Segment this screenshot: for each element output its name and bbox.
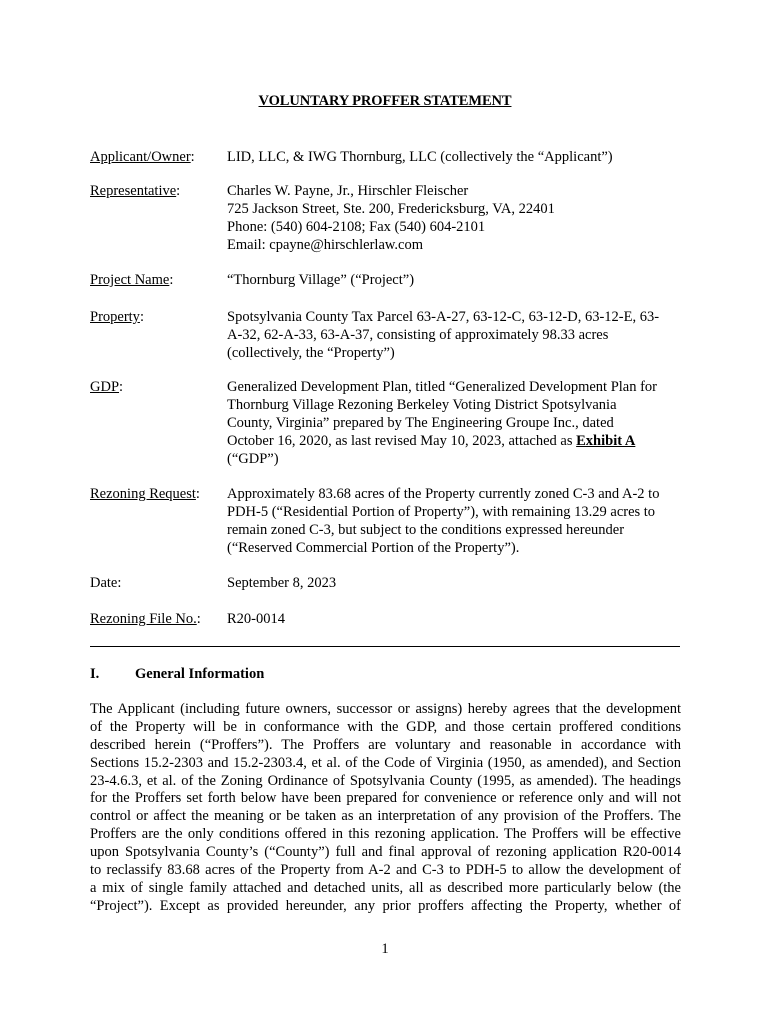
field-label-property: Property: [90, 309, 144, 325]
section-body-paragraph [90, 701, 681, 916]
field-value-file-no: R20-0014 [227, 611, 285, 627]
field-label-project-name: Project Name: [90, 272, 174, 288]
page-number: 1 [381, 941, 389, 957]
field-label-date: Date: [90, 575, 122, 591]
representative-email: Email: cpayne@hirschlerlaw.com [227, 237, 424, 253]
field-value-property: Spotsylvania County Tax Parcel 63-A-27, 63-12-C, 63-12-D, 63-12-E, 63- A-32, 62-A-33, 63-A-37, consisting of approximately 98.33 acres (collectively, the “Property”) [227, 309, 660, 361]
section-title: General Information [135, 666, 265, 682]
paragraph-line: to reclassify 83.68 acres of the Property from A-2 and C-3 to PDH-5 to allow the development of [90, 862, 681, 879]
exhibit-a-reference: Exhibit A [576, 433, 636, 449]
field-representative [90, 182, 690, 254]
paragraph-line: “Project”). Except as provided hereunder, any prior proffers affecting the Property, whether of [90, 897, 681, 914]
field-value-rezoning-request: Approximately 83.68 acres of the Property currently zoned C-3 and A-2 to PDH-5 (“Residential Portion of Property”), with remaining 13.29 acres to remain zoned C-3, but subject to the conditions expressed hereunder (“Reserved Commercial Portion of the Property”). [227, 486, 660, 556]
field-gdp [90, 378, 690, 468]
paragraph-line: described herein (“Proffers”). The Proffers are voluntary and reasonable in accordance with [90, 736, 681, 753]
document-title: VOLUNTARY PROFFER STATEMENT [258, 93, 512, 109]
section-number: I. [90, 666, 100, 682]
horizontal-divider [90, 646, 680, 647]
field-label-applicant: Applicant/Owner: [90, 149, 195, 165]
paragraph-line: a mix of single family attached and detached units, all as described more particularly below (the [90, 879, 681, 896]
field-property [90, 308, 690, 362]
paragraph-line: Proffers are the only conditions offered in this rezoning application. The Proffers will be effective [90, 826, 681, 843]
field-label-rezoning-request: Rezoning Request: [90, 486, 200, 502]
paragraph-line: for the Proffers set forth below have been prepared for convenience or reference only and will not [90, 790, 681, 807]
section-heading [90, 666, 264, 683]
field-date [90, 574, 690, 592]
field-applicant-owner [90, 148, 690, 166]
field-value-gdp: Generalized Development Plan, titled “Generalized Development Plan for Thornburg Village Rezoning Berkeley Voting District Spotsylvania County, Virginia” prepared by The Engineering Groupe Inc., dated October 16, 2020, as last revised May 10, 2023, attached as Exhibit A (“GDP”) [227, 379, 658, 467]
field-rezoning-request [90, 485, 690, 557]
field-value-date: September 8, 2023 [227, 575, 337, 591]
field-value-applicant: LID, LLC, & IWG Thornburg, LLC (collectively the “Applicant”) [227, 149, 613, 165]
field-label-file-no: Rezoning File No.: [90, 611, 201, 627]
paragraph-line: control or affect the meaning or be taken as an interpretation of any provision of the Proffers. The [90, 808, 681, 825]
field-rezoning-file-no [90, 610, 690, 628]
field-label-representative: Representative: [90, 183, 181, 199]
paragraph-line: The Applicant (including future owners, successor or assigns) hereby agrees that the development [90, 701, 681, 717]
field-label-gdp: GDP: [90, 379, 124, 395]
paragraph-line: 23-4.6.3, et al. of the Zoning Ordinance of Spotsylvania County (1995, as amended). The headings [90, 772, 681, 789]
paragraph-line: Sections 15.2-2303 and 15.2-2303.4, et al. of the Code of Virginia (1950, as amended), and Section [90, 754, 681, 771]
paragraph-line: upon Spotsylvania County’s (“County”) full and final approval of rezoning application R20-0014 [90, 844, 681, 861]
field-value-representative: Charles W. Payne, Jr., Hirschler Fleischer 725 Jackson Street, Ste. 200, Fredericksburg, VA, 22401 Phone: (540) 604-2108; Fax (540) 604-2101 Email: cpayne@hirschlerlaw.com [227, 182, 683, 254]
field-project-name [90, 271, 690, 289]
field-value-project-name: “Thornburg Village” (“Project”) [227, 272, 415, 288]
paragraph-line: of the Property will be in conformance with the GDP, and those certain proffered conditions [90, 718, 681, 735]
